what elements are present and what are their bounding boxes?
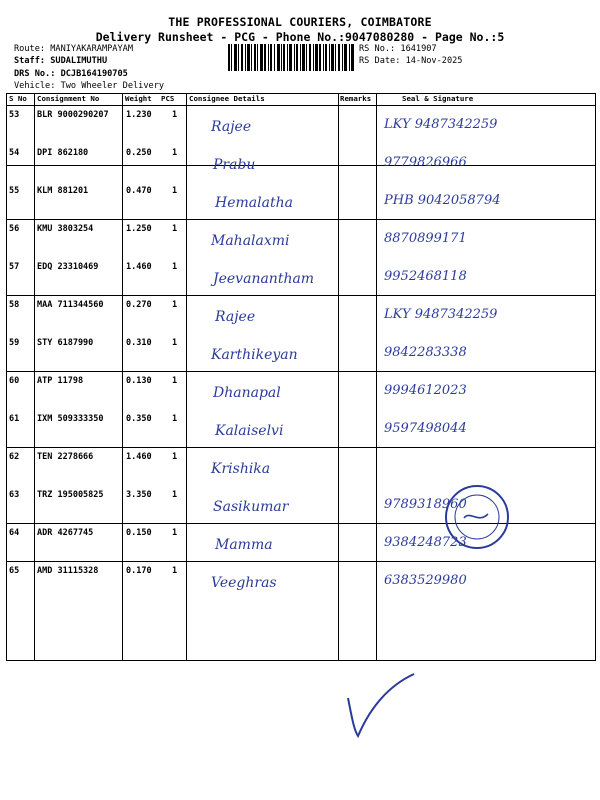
row-consignment-no: ATP 11798 xyxy=(37,376,84,386)
consignee-handwritten-name: Krishika xyxy=(211,461,271,477)
header-weight: Weight xyxy=(125,94,152,103)
row-pcs: 1 xyxy=(172,376,178,386)
row-sno: 60 xyxy=(9,376,20,386)
row-consignment-no: TRZ 195005825 xyxy=(37,490,104,500)
row-sno: 58 xyxy=(9,300,20,310)
header-seal-signature: Seal & Signature xyxy=(402,94,474,103)
row-sno: 55 xyxy=(9,186,20,196)
row-consignment-no: EDQ 23310469 xyxy=(37,262,99,272)
consignee-handwritten-name: Sasikumar xyxy=(213,499,289,515)
receiver-signature: PHB 9042058794 xyxy=(384,193,501,208)
row-weight: 1.250 xyxy=(126,224,152,234)
receiver-signature: 9779826966 xyxy=(384,155,467,170)
row-sno: 63 xyxy=(9,490,20,500)
consignee-handwritten-name: Hemalatha xyxy=(215,195,293,211)
row-pcs: 1 xyxy=(172,528,178,538)
row-pcs: 1 xyxy=(172,566,178,576)
row-weight: 0.270 xyxy=(126,300,152,310)
runsheet-subtitle: Delivery Runsheet - PCG - Phone No.:9047080280 - Page No.:5 xyxy=(95,30,505,44)
receiver-signature: LKY 9487342259 xyxy=(384,307,498,322)
consignee-handwritten-name: Prabu xyxy=(213,157,256,173)
staff-label: Staff: SUDALIMUTHU xyxy=(14,56,108,66)
row-pcs: 1 xyxy=(172,186,178,196)
row-pcs: 1 xyxy=(172,300,178,310)
header-consignee: Consignee Details xyxy=(189,94,265,103)
consignee-handwritten-name: Karthikeyan xyxy=(211,347,298,363)
header-consignment: Consignment No xyxy=(37,94,100,103)
table-row xyxy=(6,181,596,219)
row-pcs: 1 xyxy=(172,148,178,158)
rs-number: RS No.: 1641907 xyxy=(359,44,437,54)
company-seal-stamp xyxy=(444,484,510,550)
row-sno: 57 xyxy=(9,262,20,272)
row-pcs: 1 xyxy=(172,452,178,462)
row-pcs: 1 xyxy=(172,110,178,120)
company-title: THE PROFESSIONAL COURIERS, COIMBATORE xyxy=(168,15,432,29)
consignee-handwritten-name: Rajee xyxy=(215,309,256,325)
runsheet-table xyxy=(6,93,596,661)
row-consignment-no: IXM 509333350 xyxy=(37,414,104,424)
row-weight: 0.130 xyxy=(126,376,152,386)
row-weight: 0.250 xyxy=(126,148,152,158)
consignee-handwritten-name: Veeghras xyxy=(211,575,277,591)
consignee-handwritten-name: Kalaiselvi xyxy=(215,423,284,439)
row-weight: 1.460 xyxy=(126,262,152,272)
table-row xyxy=(6,371,596,409)
vehicle-label: Vehicle: Two Wheeler Delivery xyxy=(14,81,165,91)
row-consignment-no: MAA 711344560 xyxy=(37,300,104,310)
consignee-handwritten-name: Mahalaxmi xyxy=(211,233,290,249)
consignee-handwritten-name: Mamma xyxy=(215,537,273,553)
row-sno: 54 xyxy=(9,148,20,158)
row-weight: 0.150 xyxy=(126,528,152,538)
receiver-signature: 9952468118 xyxy=(384,269,467,284)
rs-date: RS Date: 14-Nov-2025 xyxy=(359,56,463,66)
receiver-signature: 8870899171 xyxy=(384,231,467,246)
row-sno: 62 xyxy=(9,452,20,462)
consignee-handwritten-name: Jeevanantham xyxy=(213,271,315,287)
row-weight: 1.230 xyxy=(126,110,152,120)
receiver-signature: LKY 9487342259 xyxy=(384,117,498,132)
row-weight: 3.350 xyxy=(126,490,152,500)
row-consignment-no: AMD 31115328 xyxy=(37,566,99,576)
table-row xyxy=(6,409,596,447)
table-row xyxy=(6,295,596,333)
checkmark-icon xyxy=(340,668,420,748)
row-weight: 0.470 xyxy=(126,186,152,196)
receiver-signature: 6383529980 xyxy=(384,573,467,588)
row-sno: 61 xyxy=(9,414,20,424)
header-remarks: Remarks xyxy=(340,94,372,103)
row-sno: 53 xyxy=(9,110,20,120)
row-pcs: 1 xyxy=(172,414,178,424)
table-row xyxy=(6,105,596,143)
row-consignment-no: STY 6187990 xyxy=(37,338,94,348)
table-row xyxy=(6,447,596,485)
receiver-signature: 9789318960 xyxy=(384,497,467,512)
table-row xyxy=(6,143,596,181)
consignee-handwritten-name: Dhanapal xyxy=(213,385,281,401)
row-sno: 59 xyxy=(9,338,20,348)
consignee-handwritten-name: Rajee xyxy=(211,119,252,135)
row-weight: 0.310 xyxy=(126,338,152,348)
receiver-signature: 9597498044 xyxy=(384,421,467,436)
row-consignment-no: ADR 4267745 xyxy=(37,528,94,538)
row-weight: 0.170 xyxy=(126,566,152,576)
row-consignment-no: TEN 2278666 xyxy=(37,452,94,462)
row-weight: 0.350 xyxy=(126,414,152,424)
row-pcs: 1 xyxy=(172,224,178,234)
table-row xyxy=(6,333,596,371)
barcode-image xyxy=(228,44,354,71)
table-header xyxy=(6,93,596,105)
receiver-signature: 9842283338 xyxy=(384,345,467,360)
route-label: Route: MANIYAKARAMPAYAM xyxy=(14,44,133,54)
row-weight: 1.460 xyxy=(126,452,152,462)
receiver-signature: 9994612023 xyxy=(384,383,467,398)
header-sno: S No xyxy=(9,94,27,103)
row-pcs: 1 xyxy=(172,262,178,272)
row-consignment-no: KMU 3803254 xyxy=(37,224,94,234)
table-row xyxy=(6,219,596,257)
row-consignment-no: BLR 9000290207 xyxy=(37,110,109,120)
table-row xyxy=(6,257,596,295)
row-sno: 64 xyxy=(9,528,20,538)
header-pcs: PCS xyxy=(161,94,175,103)
receiver-signature: 9384248723 xyxy=(384,535,467,550)
table-row xyxy=(6,561,596,599)
row-sno: 56 xyxy=(9,224,20,234)
row-consignment-no: DPI 862180 xyxy=(37,148,89,158)
drs-number: DRS No.: DCJB164190705 xyxy=(14,69,128,79)
row-pcs: 1 xyxy=(172,490,178,500)
row-pcs: 1 xyxy=(172,338,178,348)
row-consignment-no: KLM 881201 xyxy=(37,186,89,196)
row-sno: 65 xyxy=(9,566,20,576)
